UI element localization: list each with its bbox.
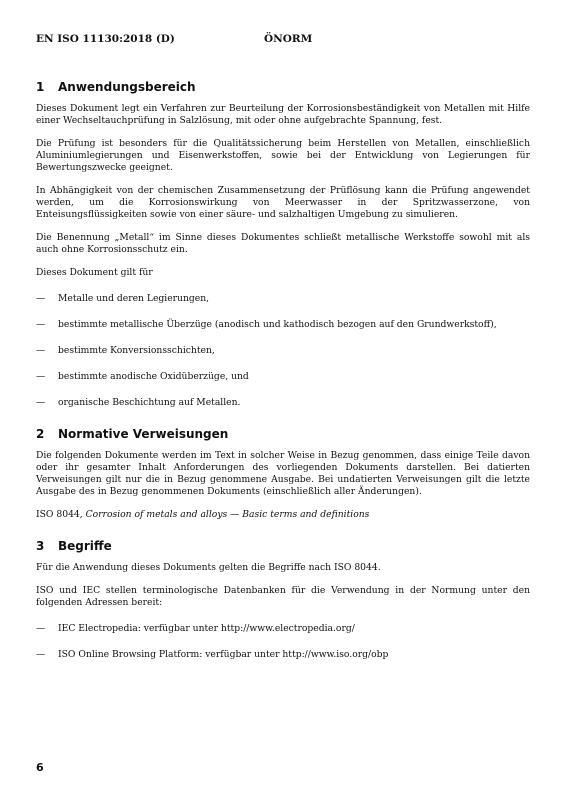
- section-heading: [36, 427, 530, 441]
- paragraph: Für die Anwendung dieses Dokuments gelten die Begriffe nach ISO 8044.: [36, 562, 381, 573]
- list-item: [36, 293, 530, 305]
- dash-marker: —: [36, 345, 46, 356]
- section-title: Begriffe: [58, 539, 112, 553]
- dash-marker: —: [36, 623, 46, 634]
- scope-list: [36, 293, 530, 409]
- paragraph: Die Prüfung ist besonders für die Qualitätssicherung beim Herstellen von Metallen, einschließlich Aluminiumlegierungen und Eisenwerkstoffen, sowie bei der Entwicklung von Legierungen für Bewertungszwecke geeignet.: [36, 138, 530, 173]
- paragraph: Die Benennung „Metall“ im Sinne dieses Dokumentes schließt metallische Werkstoffe sowohl mit als auch ohne Korrosionsschutz ein.: [36, 232, 530, 255]
- list-item: [36, 345, 530, 357]
- section-heading: [36, 80, 530, 94]
- list-item: [36, 397, 530, 409]
- norm-label: ÖNORM: [264, 33, 313, 45]
- list-item: [36, 319, 530, 331]
- list-item: [36, 623, 530, 635]
- terms-database-list: [36, 623, 530, 661]
- list-item-text: Metalle und deren Legierungen,: [58, 293, 210, 304]
- page-number: 6: [36, 761, 44, 774]
- list-item-text: ISO Online Browsing Platform: verfügbar unter http://www.iso.org/obp: [58, 649, 389, 660]
- page-header: [36, 33, 529, 47]
- list-item-text: organische Beschichtung auf Metallen.: [58, 397, 241, 408]
- list-item-text: bestimmte Konversionsschichten,: [58, 345, 215, 356]
- paragraph: Dieses Dokument gilt für: [36, 267, 153, 278]
- dash-marker: —: [36, 293, 46, 304]
- paragraph: In Abhängigkeit von der chemischen Zusammensetzung der Prüflösung kann die Prüfung angewendet werden, um die Korrosionswirkung von Meerwasser in der Spritzwasserzone, von Enteisungsflüssigkeiten sowie von einer säure- und salzhaltigen Umgebung zu simulieren.: [36, 185, 530, 220]
- section-number: 1: [36, 80, 45, 94]
- section-number: 2: [36, 427, 45, 441]
- dash-marker: —: [36, 397, 46, 408]
- section-number: 3: [36, 539, 45, 553]
- list-item: [36, 649, 530, 661]
- dash-marker: —: [36, 649, 46, 660]
- list-item-text: bestimmte anodische Oxidüberzüge, und: [58, 371, 249, 382]
- reference-code: ISO 8044,: [36, 509, 83, 520]
- reference-entry: [36, 509, 530, 521]
- section-heading: [36, 539, 530, 553]
- page-content: [36, 80, 530, 675]
- paragraph: Die folgenden Dokumente werden im Text in solcher Weise in Bezug genommen, dass einige Teile davon oder ihr gesamter Inhalt Anforderungen des vorliegenden Dokuments darstellen. Bei datierten Verweisungen gilt nur die in Bezug genommene Ausgabe. Bei undatierten Verweisungen gilt die letzte Ausgabe des in Bezug genommenen Dokuments (einschließlich aller Änderungen).: [36, 450, 530, 497]
- dash-marker: —: [36, 319, 46, 330]
- section-normative-references: [36, 427, 530, 521]
- section-title: Anwendungsbereich: [58, 80, 196, 94]
- paragraph: Dieses Dokument legt ein Verfahren zur Beurteilung der Korrosionsbeständigkeit von Metallen mit Hilfe einer Wechseltauchprüfung in Salzlösung, mit oder ohne aufgebrachte Spannung, fest.: [36, 103, 530, 126]
- paragraph: ISO und IEC stellen terminologische Datenbanken für die Verwendung in der Normung unter den folgenden Adressen bereit:: [36, 585, 530, 608]
- list-item-text: bestimmte metallische Überzüge (anodisch und kathodisch bezogen auf den Grundwerkstoff),: [58, 319, 497, 330]
- section-title: Normative Verweisungen: [58, 427, 229, 441]
- section-terms: [36, 539, 530, 661]
- section-scope: [36, 80, 530, 409]
- reference-title: Corrosion of metals and alloys — Basic terms and definitions: [85, 509, 370, 520]
- dash-marker: —: [36, 371, 46, 382]
- list-item: [36, 371, 530, 383]
- list-item-text: IEC Electropedia: verfügbar unter http://www.electropedia.org/: [58, 623, 355, 634]
- document-id: EN ISO 11130:2018 (D): [36, 33, 175, 45]
